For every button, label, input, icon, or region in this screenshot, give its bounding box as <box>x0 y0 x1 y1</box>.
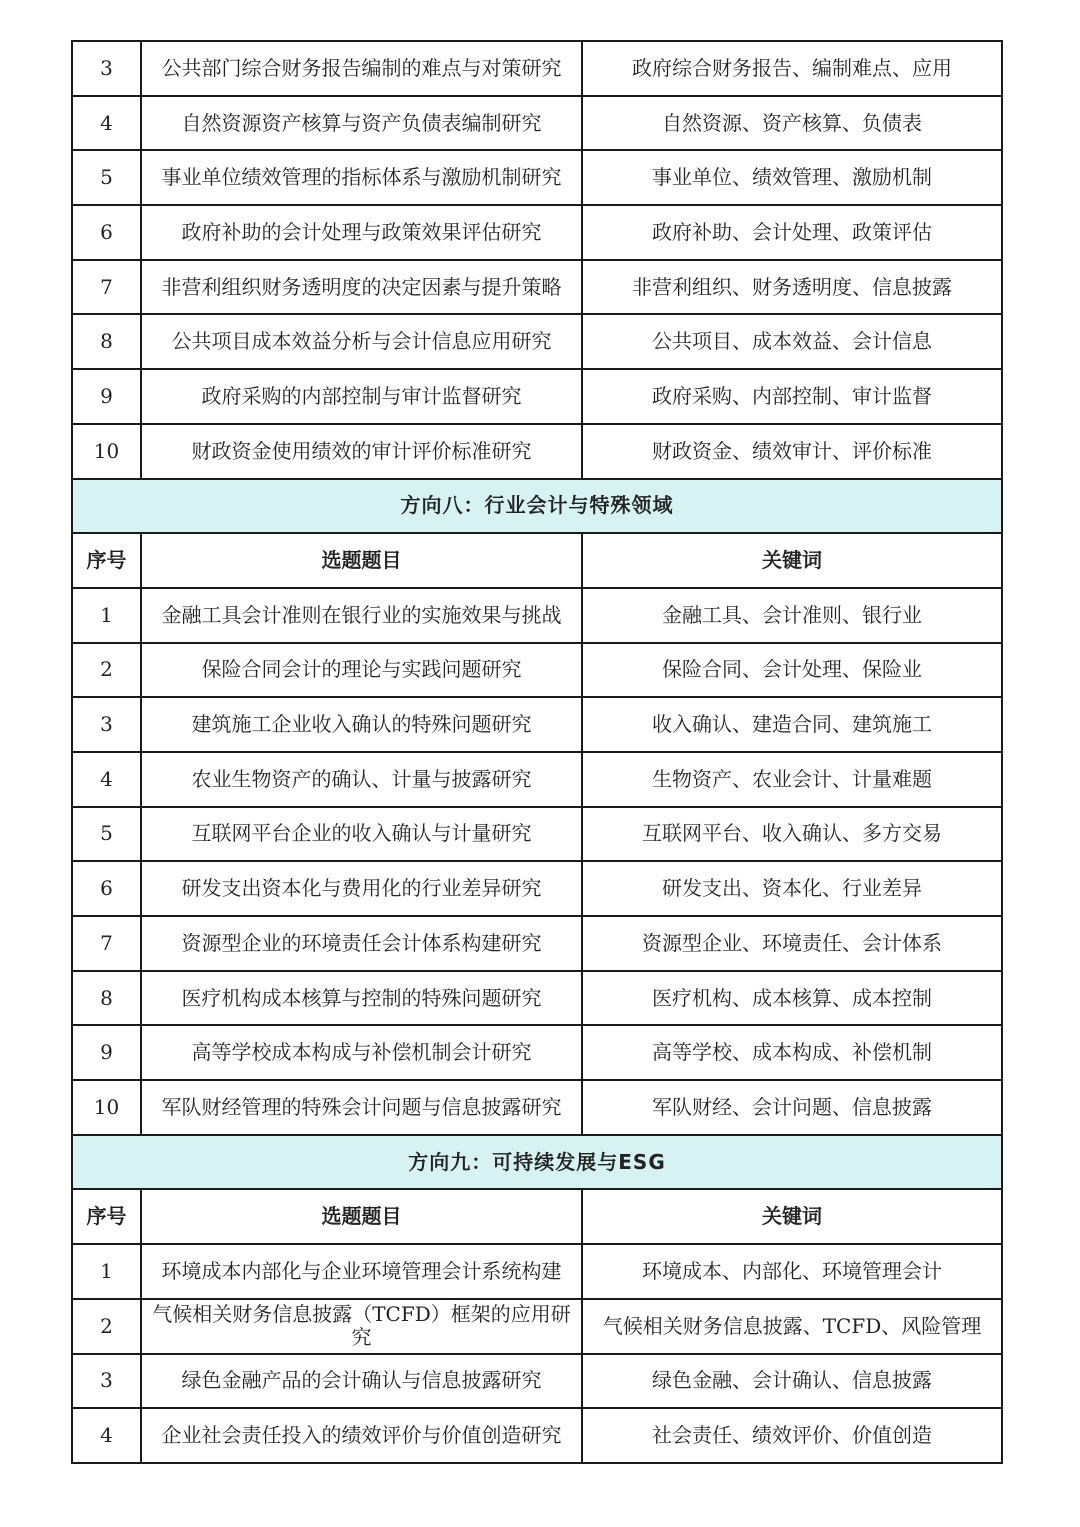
row-number: 7 <box>72 260 141 315</box>
topic-title: 军队财经管理的特殊会计问题与信息披露研究 <box>141 1080 582 1135</box>
row-number: 8 <box>72 971 141 1026</box>
topic-keywords: 环境成本、内部化、环境管理会计 <box>582 1244 1002 1299</box>
topic-title: 气候相关财务信息披露（TCFD）框架的应用研究 <box>141 1299 582 1354</box>
topic-title: 建筑施工企业收入确认的特殊问题研究 <box>141 697 582 752</box>
row-number: 6 <box>72 205 141 260</box>
row-number: 9 <box>72 1025 141 1080</box>
row-number: 2 <box>72 1299 141 1354</box>
table-row <box>72 41 1002 96</box>
topic-keywords: 自然资源、资产核算、负债表 <box>582 96 1002 151</box>
row-number: 4 <box>72 752 141 807</box>
row-number: 2 <box>72 643 141 698</box>
topic-keywords: 社会责任、绩效评价、价值创造 <box>582 1408 1002 1463</box>
topic-title: 保险合同会计的理论与实践问题研究 <box>141 643 582 698</box>
table-row <box>72 96 1002 151</box>
topic-title: 政府补助的会计处理与政策效果评估研究 <box>141 205 582 260</box>
table-row <box>72 643 1002 698</box>
table-row <box>72 1080 1002 1135</box>
header-topic: 选题题目 <box>141 533 582 588</box>
row-number: 1 <box>72 588 141 643</box>
section-8-title: 方向八：行业会计与特殊领域 <box>72 479 1002 534</box>
topic-title: 医疗机构成本核算与控制的特殊问题研究 <box>141 971 582 1026</box>
topic-title: 政府采购的内部控制与审计监督研究 <box>141 369 582 424</box>
topic-keywords: 事业单位、绩效管理、激励机制 <box>582 150 1002 205</box>
topic-keywords: 互联网平台、收入确认、多方交易 <box>582 807 1002 862</box>
row-number: 8 <box>72 314 141 369</box>
row-number: 5 <box>72 807 141 862</box>
topic-keywords: 保险合同、会计处理、保险业 <box>582 643 1002 698</box>
row-number: 5 <box>72 150 141 205</box>
row-number: 10 <box>72 424 141 479</box>
topic-keywords: 财政资金、绩效审计、评价标准 <box>582 424 1002 479</box>
header-row <box>72 533 1002 588</box>
topic-title: 金融工具会计准则在银行业的实施效果与挑战 <box>141 588 582 643</box>
topic-title: 公共部门综合财务报告编制的难点与对策研究 <box>141 41 582 96</box>
topic-keywords: 收入确认、建造合同、建筑施工 <box>582 697 1002 752</box>
topic-title: 研发支出资本化与费用化的行业差异研究 <box>141 861 582 916</box>
row-number: 4 <box>72 1408 141 1463</box>
topic-title: 环境成本内部化与企业环境管理会计系统构建 <box>141 1244 582 1299</box>
table-row <box>72 1408 1002 1463</box>
section-9-title: 方向九：可持续发展与ESG <box>72 1135 1002 1190</box>
topic-title: 非营利组织财务透明度的决定因素与提升策略 <box>141 260 582 315</box>
topic-keywords: 绿色金融、会计确认、信息披露 <box>582 1354 1002 1409</box>
topic-keywords: 政府综合财务报告、编制难点、应用 <box>582 41 1002 96</box>
table-row <box>72 369 1002 424</box>
row-number: 4 <box>72 96 141 151</box>
row-number: 10 <box>72 1080 141 1135</box>
table-row <box>72 1299 1002 1354</box>
table-row <box>72 205 1002 260</box>
topic-title: 农业生物资产的确认、计量与披露研究 <box>141 752 582 807</box>
topic-keywords: 非营利组织、财务透明度、信息披露 <box>582 260 1002 315</box>
table-row <box>72 861 1002 916</box>
topic-keywords: 政府补助、会计处理、政策评估 <box>582 205 1002 260</box>
table-row <box>72 260 1002 315</box>
topic-title: 自然资源资产核算与资产负债表编制研究 <box>141 96 582 151</box>
table-row <box>72 588 1002 643</box>
topic-keywords: 研发支出、资本化、行业差异 <box>582 861 1002 916</box>
topic-title: 事业单位绩效管理的指标体系与激励机制研究 <box>141 150 582 205</box>
topic-keywords: 公共项目、成本效益、会计信息 <box>582 314 1002 369</box>
table-row <box>72 1244 1002 1299</box>
table-row <box>72 424 1002 479</box>
header-row <box>72 1189 1002 1244</box>
topic-title: 企业社会责任投入的绩效评价与价值创造研究 <box>141 1408 582 1463</box>
header-topic: 选题题目 <box>141 1189 582 1244</box>
row-number: 6 <box>72 861 141 916</box>
topic-keywords: 军队财经、会计问题、信息披露 <box>582 1080 1002 1135</box>
topic-keywords: 政府采购、内部控制、审计监督 <box>582 369 1002 424</box>
table-row <box>72 1025 1002 1080</box>
topic-title: 资源型企业的环境责任会计体系构建研究 <box>141 916 582 971</box>
table-row <box>72 150 1002 205</box>
research-topics-table <box>71 40 1003 1464</box>
topic-keywords: 生物资产、农业会计、计量难题 <box>582 752 1002 807</box>
row-number: 1 <box>72 1244 141 1299</box>
section-title-row <box>72 479 1002 534</box>
row-number: 3 <box>72 41 141 96</box>
header-number: 序号 <box>72 533 141 588</box>
header-keywords: 关键词 <box>582 1189 1002 1244</box>
table-row <box>72 697 1002 752</box>
topic-keywords: 医疗机构、成本核算、成本控制 <box>582 971 1002 1026</box>
topic-keywords: 金融工具、会计准则、银行业 <box>582 588 1002 643</box>
topic-title: 高等学校成本构成与补偿机制会计研究 <box>141 1025 582 1080</box>
row-number: 7 <box>72 916 141 971</box>
topic-keywords: 气候相关财务信息披露、TCFD、风险管理 <box>582 1299 1002 1354</box>
row-number: 3 <box>72 1354 141 1409</box>
table-row <box>72 916 1002 971</box>
table-row <box>72 752 1002 807</box>
section-title-row <box>72 1135 1002 1190</box>
row-number: 3 <box>72 697 141 752</box>
topic-keywords: 资源型企业、环境责任、会计体系 <box>582 916 1002 971</box>
header-keywords: 关键词 <box>582 533 1002 588</box>
header-number: 序号 <box>72 1189 141 1244</box>
table-row <box>72 1354 1002 1409</box>
table-row <box>72 807 1002 862</box>
row-number: 9 <box>72 369 141 424</box>
topic-keywords: 高等学校、成本构成、补偿机制 <box>582 1025 1002 1080</box>
topic-title: 互联网平台企业的收入确认与计量研究 <box>141 807 582 862</box>
topic-title: 绿色金融产品的会计确认与信息披露研究 <box>141 1354 582 1409</box>
table-row <box>72 314 1002 369</box>
topic-title: 财政资金使用绩效的审计评价标准研究 <box>141 424 582 479</box>
table-row <box>72 971 1002 1026</box>
topic-title: 公共项目成本效益分析与会计信息应用研究 <box>141 314 582 369</box>
